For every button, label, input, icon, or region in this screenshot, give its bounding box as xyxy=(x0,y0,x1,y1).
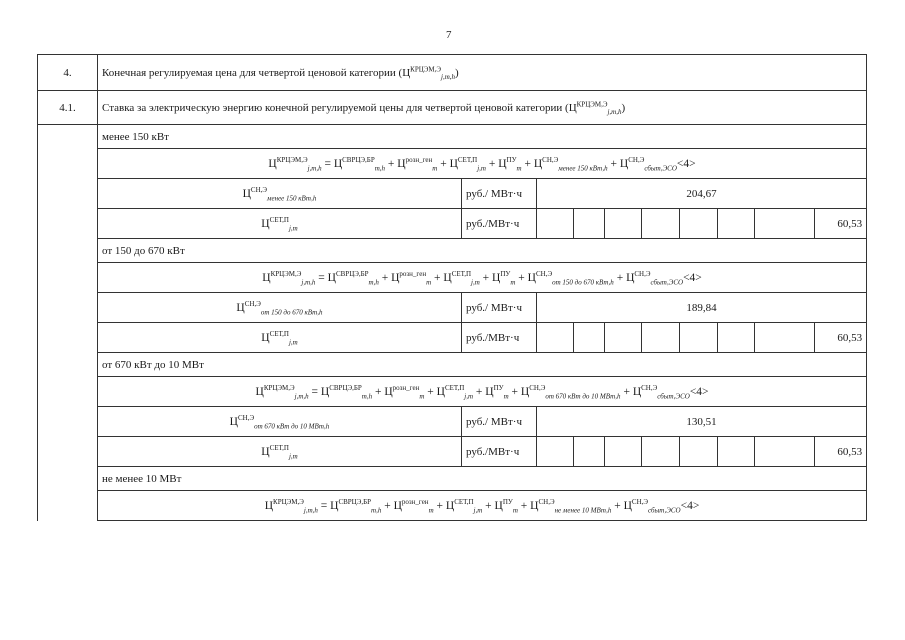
empty-cell xyxy=(574,323,605,353)
variable-row xyxy=(38,293,867,323)
empty-cell xyxy=(680,209,718,239)
formula-row xyxy=(38,377,867,407)
empty-cell xyxy=(718,209,755,239)
value-cell: 204,67 xyxy=(537,179,867,209)
blank-cell xyxy=(38,239,98,263)
value-cell: 60,53 xyxy=(815,437,867,467)
empty-cell xyxy=(755,323,815,353)
blank-cell xyxy=(38,293,98,323)
unit-label: руб./МВт·ч xyxy=(462,209,537,239)
row-number: 4.1. xyxy=(38,91,98,125)
blank-cell xyxy=(38,377,98,407)
variable-row xyxy=(38,323,867,353)
value-cell: 130,51 xyxy=(537,407,867,437)
variable-row xyxy=(38,437,867,467)
price-formula: $Ц^{КРЦЭМ,Э}_{j,m,h} = Ц^{СВРЦЭ,БР}_{m,h} + Ц^{розн\_ген}_m + Ц^{СЕТ,П}_{j,m} + Ц^{ПУ}_m + Ц^{СН,Э}_{от 670 кВт до 10 МВт,h} + Ц^{СН,Э}_{сбыт,ЭСО}<4>$ xyxy=(98,377,867,407)
row-title: Ставка за электрическую энергию конечной регулируемой цены для четвертой ценовой категории $(Ц^{КРЦЭМ,Э}_{j,m,h})$ xyxy=(98,91,867,125)
variable-name: $Ц^{СЕТ,П}_{j,m}$ xyxy=(98,437,462,467)
price-formula: $Ц^{КРЦЭМ,Э}_{j,m,h} = Ц^{СВРЦЭ,БР}_{m,h} + Ц^{розн\_ген}_m + Ц^{СЕТ,П}_{j,m} + Ц^{ПУ}_m + Ц^{СН,Э}_{менее 150 кВт,h} + Ц^{СН,Э}_{сбыт,ЭСО}<4>$ xyxy=(98,149,867,179)
empty-cell xyxy=(642,323,680,353)
value-cell: 60,53 xyxy=(815,323,867,353)
unit-label: руб./МВт·ч xyxy=(462,437,537,467)
empty-cell xyxy=(755,209,815,239)
blank-cell xyxy=(38,179,98,209)
section-title: от 670 кВт до 10 МВт xyxy=(98,353,867,377)
empty-cell xyxy=(755,437,815,467)
value-cell: 189,84 xyxy=(537,293,867,323)
blank-cell xyxy=(38,467,98,491)
section-title: от 150 до 670 кВт xyxy=(98,239,867,263)
row-4 xyxy=(38,55,867,91)
unit-label: руб./ МВт·ч xyxy=(462,179,537,209)
price-formula: $Ц^{КРЦЭМ,Э}_{j,m,h} = Ц^{СВРЦЭ,БР}_{m,h} + Ц^{розн\_ген}_m + Ц^{СЕТ,П}_{j,m} + Ц^{ПУ}_m + Ц^{СН,Э}_{от 150 до 670 кВт,h} + Ц^{СН,Э}_{сбыт,ЭСО}<4>$ xyxy=(98,263,867,293)
unit-label: руб./МВт·ч xyxy=(462,323,537,353)
blank-cell xyxy=(38,491,98,521)
variable-row xyxy=(38,209,867,239)
empty-cell xyxy=(718,437,755,467)
blank-cell xyxy=(38,323,98,353)
variable-name: $Ц^{СН,Э}_{от 150 до 670 кВт,h}$ xyxy=(98,293,462,323)
row-title: Конечная регулируемая цена для четвертой ценовой категории $(Ц^{КРЦЭМ,Э}_{j,m,h})$ xyxy=(98,55,867,91)
empty-cell xyxy=(537,209,574,239)
blank-cell xyxy=(38,353,98,377)
empty-cell xyxy=(537,323,574,353)
empty-cell xyxy=(605,209,642,239)
variable-name: $Ц^{СЕТ,П}_{j,m}$ xyxy=(98,209,462,239)
blank-cell xyxy=(38,263,98,293)
unit-label: руб./ МВт·ч xyxy=(462,293,537,323)
section-title: не менее 10 МВт xyxy=(98,467,867,491)
empty-cell xyxy=(718,323,755,353)
page-number: 7 xyxy=(446,29,452,41)
blank-cell xyxy=(38,149,98,179)
variable-row xyxy=(38,179,867,209)
empty-cell xyxy=(642,209,680,239)
empty-cell xyxy=(680,323,718,353)
variable-row xyxy=(38,407,867,437)
empty-cell xyxy=(574,437,605,467)
section-title: менее 150 кВт xyxy=(98,125,867,149)
variable-name: $Ц^{СЕТ,П}_{j,m}$ xyxy=(98,323,462,353)
formula-row xyxy=(38,491,867,521)
empty-cell xyxy=(642,437,680,467)
empty-cell xyxy=(605,323,642,353)
blank-cell xyxy=(38,407,98,437)
formula-row xyxy=(38,263,867,293)
empty-cell xyxy=(537,437,574,467)
blank-cell xyxy=(38,125,98,149)
blank-cell xyxy=(38,209,98,239)
empty-cell xyxy=(574,209,605,239)
unit-label: руб./ МВт·ч xyxy=(462,407,537,437)
section-title-row xyxy=(38,467,867,491)
row-number: 4. xyxy=(38,55,98,91)
section-title-row xyxy=(38,125,867,149)
section-title-row xyxy=(38,239,867,263)
empty-cell xyxy=(605,437,642,467)
formula-row xyxy=(38,149,867,179)
value-cell: 60,53 xyxy=(815,209,867,239)
price-formula: $Ц^{КРЦЭМ,Э}_{j,m,h} = Ц^{СВРЦЭ,БР}_{m,h} + Ц^{розн\_ген}_m + Ц^{СЕТ,П}_{j,m} + Ц^{ПУ}_m + Ц^{СН,Э}_{не менее 10 МВт,h} + Ц^{СН,Э}_{сбыт,ЭСО}<4>$ xyxy=(98,491,867,521)
price-table xyxy=(37,54,867,521)
variable-name: $Ц^{СН,Э}_{от 670 кВт до 10 МВт,h}$ xyxy=(98,407,462,437)
blank-cell xyxy=(38,437,98,467)
section-title-row xyxy=(38,353,867,377)
empty-cell xyxy=(680,437,718,467)
row-4-1 xyxy=(38,91,867,125)
variable-name: $Ц^{СН,Э}_{менее 150 кВт,h}$ xyxy=(98,179,462,209)
